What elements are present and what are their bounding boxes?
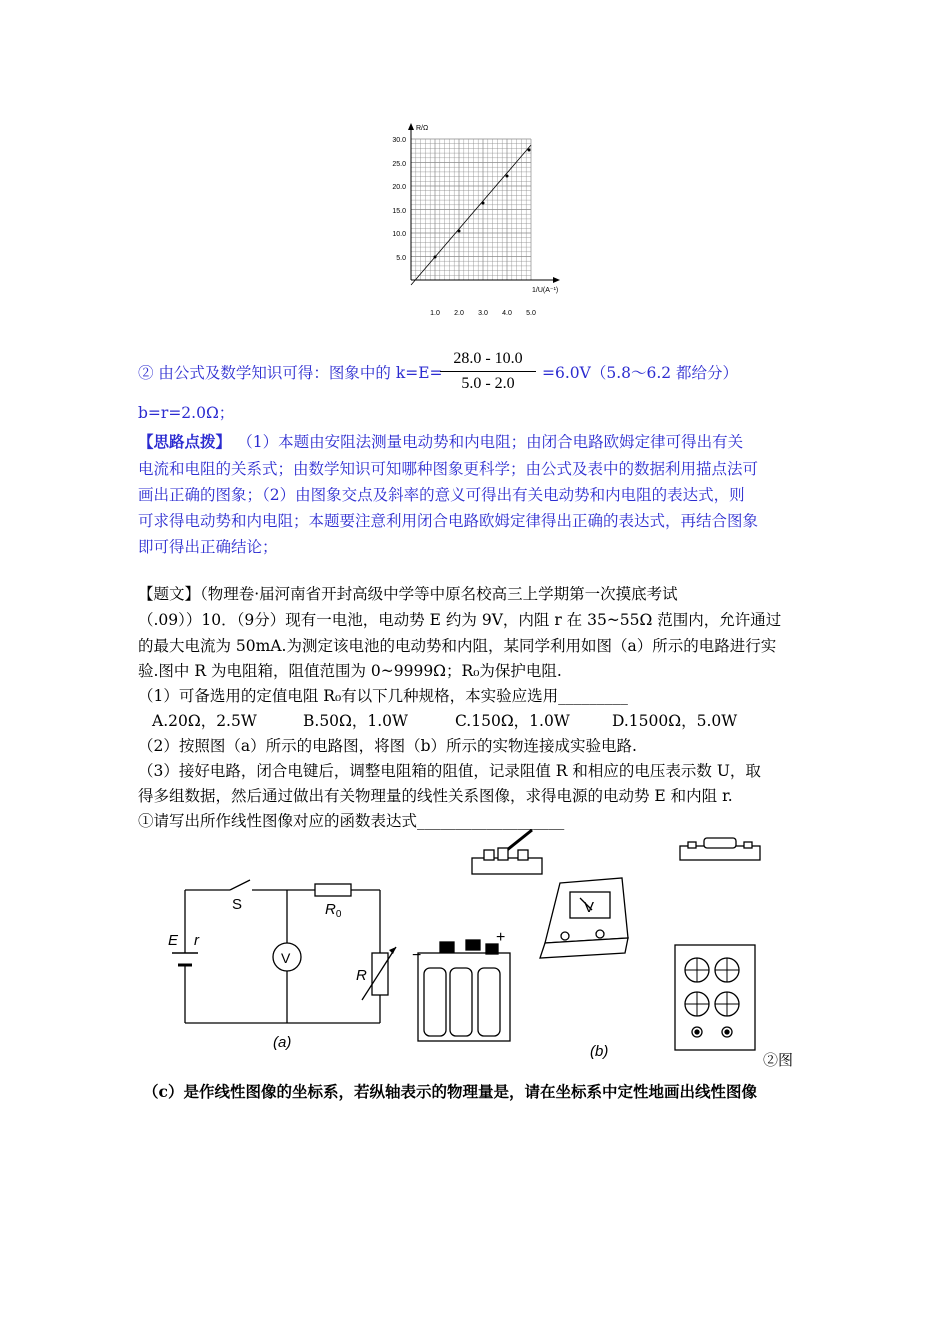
figure-2-label: ②图	[763, 1051, 794, 1069]
question-2: （2）按照图（a）所示的电路图，将图（b）所示的实物连接成实验电路.	[138, 737, 637, 755]
option-a: A.20Ω，2.5W	[152, 712, 257, 730]
graph-grid	[411, 139, 531, 280]
r0-label: $R_0$	[325, 901, 342, 920]
option-c: C.150Ω，1.0W	[455, 712, 570, 730]
device-voltmeter-label: V	[584, 899, 595, 916]
apparatus-figure-b	[400, 828, 820, 1073]
hint-label: 【思路点拨】	[138, 432, 232, 451]
data-point	[458, 230, 461, 233]
battery-symbol	[172, 953, 198, 965]
question-1: （1）可备选用的定值电阻 R₀有以下几种规格，本实验应选用_________	[138, 687, 628, 705]
hint-line-2: 电流和电阻的关系式；由数学知识可知哪种图象更科学；由公式及表中的数据利用描点法可	[138, 460, 759, 478]
y-axis-label: R/Ω	[416, 125, 429, 132]
rheostat-arrow	[389, 947, 396, 954]
x-tick: 3.0	[478, 310, 488, 317]
hint-line-1: 【思路点拨】 （1）本题由安阻法测量电动势和内电阻；由闭合电路欧姆定律可得出有关	[138, 432, 744, 451]
data-point	[506, 175, 509, 178]
y-axis-arrow	[408, 123, 414, 130]
circuit-diagram-a	[160, 875, 400, 1055]
x-axis-label: 1/U(A⁻¹)	[532, 287, 559, 294]
voltmeter-label: V	[281, 950, 291, 966]
y-tick: 25.0	[392, 161, 406, 168]
figure-a-caption: (a)	[273, 1034, 292, 1051]
y-tick: 10.0	[392, 231, 406, 238]
resistance-box-r	[372, 953, 388, 995]
battery-plus: +	[496, 929, 506, 946]
x-tick-labels	[430, 310, 536, 317]
fraction-denominator: 5.0 - 2.0	[461, 375, 515, 392]
y-tick: 15.0	[392, 208, 406, 215]
r-vs-inverse-u-graph	[380, 120, 570, 325]
hint-line-4: 可求得电动势和内电阻；本题要注意利用闭合电路欧姆定律得出正确的表达式，再结合图象	[138, 512, 759, 530]
x-tick: 2.0	[454, 310, 464, 317]
problem-line-4: 验.图中 R 为电阻箱，阻值范围为 0~9999Ω；R₀为保护电阻.	[138, 662, 562, 680]
option-d: D.1500Ω，5.0W	[612, 712, 738, 730]
switch-label: S	[232, 896, 243, 913]
slope-fraction	[440, 348, 536, 395]
hint-line-3: 画出正确的图象；（2）由图象交点及斜率的意义可得出有关电动势和内电阻的表达式，则	[138, 486, 745, 504]
switch-s	[230, 880, 250, 890]
data-point	[434, 256, 437, 259]
fraction-bar	[440, 371, 536, 372]
data-point	[528, 149, 531, 152]
internal-resistance-label: r	[194, 932, 199, 949]
question-3-line-1: （3）接好电路，闭合电键后，调整电阻箱的阻值，记录阻值 R 和相应的电压表示数 U，取	[138, 762, 761, 780]
emf-label: E	[168, 932, 179, 949]
figure-b-caption: (b)	[590, 1043, 609, 1060]
problem-line-2: （.09））10．（9分）现有一电池，电动势 E 约为 9V，内阻 r 在 35~55Ω 范围内，允许通过	[138, 611, 782, 629]
x-tick: 1.0	[430, 310, 440, 317]
resistor-r0	[315, 884, 351, 896]
fit-line	[411, 145, 531, 285]
option-b: B.50Ω，1.0W	[303, 712, 408, 730]
resistance-box-device	[675, 945, 755, 1050]
battery-minus: −	[412, 947, 422, 964]
knife-switch	[472, 830, 542, 874]
protective-resistor	[680, 838, 760, 860]
x-axis-arrow	[553, 277, 560, 283]
question-3-line-3: ①请写出所作线性图像对应的函数表达式___________________	[138, 812, 565, 830]
y-tick: 5.0	[396, 255, 406, 262]
x-tick: 4.0	[502, 310, 512, 317]
battery-pack	[418, 940, 510, 1041]
problem-line-1: 【题文】（物理卷·届河南省开封高级中学等中原名校高三上学期第一次摸底考试	[138, 585, 678, 603]
solution-formula-suffix: =6.0V（5.8～6.2 都给分）	[542, 364, 739, 382]
problem-line-3: 的最大电流为 50mA.为测定该电池的电动势和内阻，某同学利用如图（a）所示的电路进行实	[138, 637, 777, 655]
solution-formula-prefix: ② 由公式及数学知识可得：图象中的 k=E=	[138, 364, 443, 382]
solution-b-line: b=r=2.0Ω；	[138, 404, 235, 422]
question-3-line-2: 得多组数据，然后通过做出有关物理量的线性关系图像，求得电源的电动势 E 和内阻 r.	[138, 787, 733, 805]
y-tick: 30.0	[392, 137, 406, 144]
x-tick: 5.0	[526, 310, 536, 317]
y-tick-labels	[392, 137, 406, 262]
hint-line-5: 即可得出正确结论；	[138, 538, 278, 556]
resistance-box-label: R	[356, 967, 367, 984]
fraction-numerator: 28.0 - 10.0	[453, 350, 523, 367]
voltmeter-device	[540, 878, 628, 958]
data-point	[482, 202, 485, 205]
question-3-line-4: （c）是作线性图像的坐标系，若纵轴表示的物理量是，请在坐标系中定性地画出线性图像	[143, 1082, 757, 1101]
y-tick: 20.0	[392, 184, 406, 191]
